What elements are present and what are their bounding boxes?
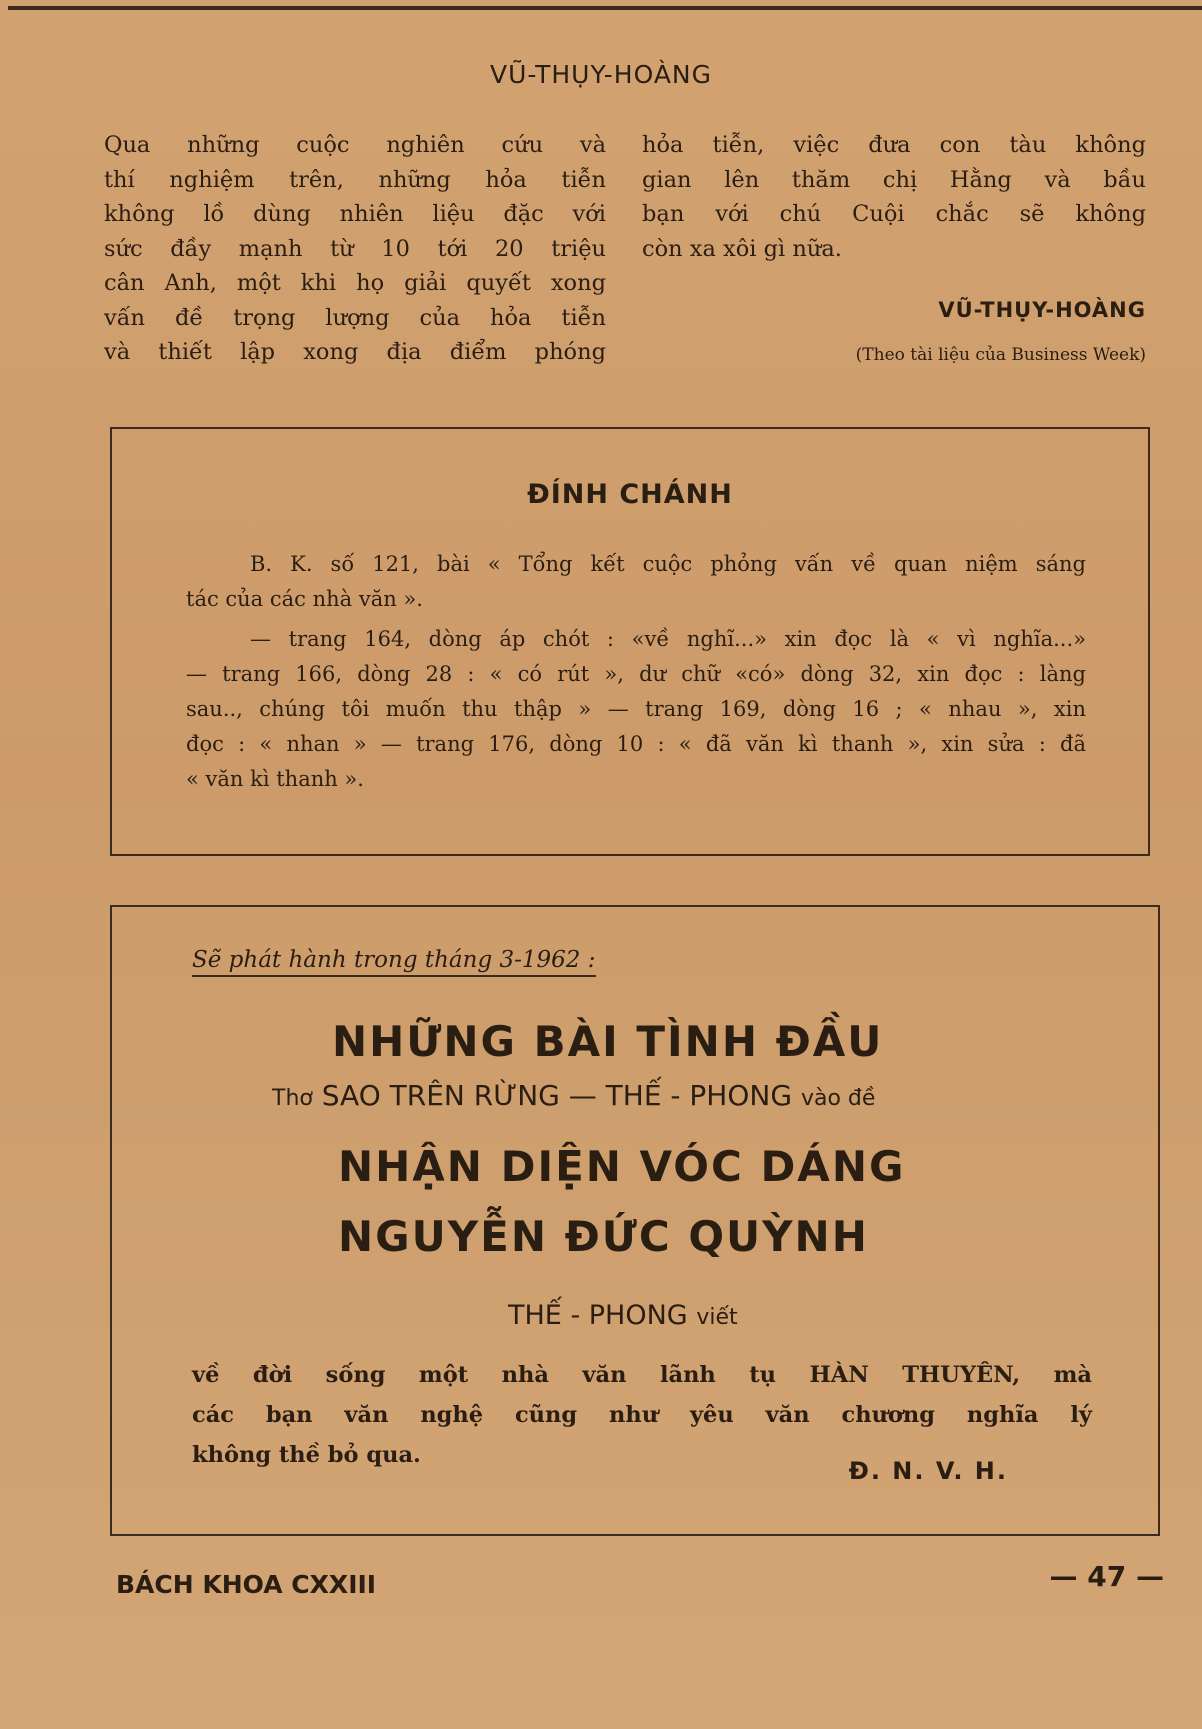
erratum-line: B. K. số 121, bài « Tổng kết cuộc phỏng vấn về quan niệm sáng — [250, 552, 1086, 576]
article-line: sức đầy mạnh từ 10 tới 20 triệu — [104, 235, 606, 262]
article-line: bạn với chú Cuội chắc sẽ không — [642, 201, 1146, 227]
book2-title-line2: NGUYỄN ĐỨC QUỲNH — [338, 1212, 869, 1261]
top-rule — [8, 6, 1202, 10]
article-line: và thiết lập xong địa điểm phóng — [104, 339, 606, 365]
book1-byline — [272, 1079, 875, 1112]
running-header: VŨ-THỤY-HOÀNG — [489, 60, 713, 89]
erratum-line: đọc : « nhan » — trang 176, dòng 10 : « đã văn kì thanh », xin sửa : đã — [186, 732, 1086, 756]
release-note: Sẽ phát hành trong tháng 3-1962 : — [192, 947, 596, 977]
article-line: gian lên thăm chị Hằng và bầu — [642, 166, 1146, 193]
article-line: cân Anh, một khi họ giải quyết xong — [104, 270, 606, 296]
book2-byline — [508, 1300, 738, 1331]
byline-suffix: vào đề — [800, 1086, 876, 1111]
byline-prefix: Thơ — [272, 1086, 313, 1111]
article-line: vấn đề trọng lượng của hỏa tiễn — [104, 304, 606, 331]
byline-author: SAO TRÊN RỪNG — THẾ - PHONG — [321, 1079, 793, 1112]
erratum-line: « văn kì thanh ». — [186, 767, 364, 791]
erratum-line: sau.., chúng tôi muốn thu thập » — trang 169, dòng 16 ; « nhau », xin — [186, 697, 1086, 721]
article-source: (Theo tài liệu của Business Week) — [855, 345, 1146, 365]
article-line: Qua những cuộc nghiên cứu và — [104, 132, 606, 158]
description-line: về đời sống một nhà văn lãnh tụ HÀN THUYÊN, mà — [192, 1362, 1092, 1388]
magazine-name: BÁCH KHOA CXXIII — [116, 1570, 377, 1599]
erratum-corrections — [186, 622, 1086, 797]
book-advert-box — [110, 905, 1160, 1536]
advert-signature: Đ. N. V. H. — [848, 1457, 1008, 1485]
book1-title: NHỮNG BÀI TÌNH ĐẦU — [332, 1017, 884, 1066]
byline-author: THẾ - PHONG — [508, 1300, 688, 1331]
erratum-line: — trang 166, dòng 28 : « có rút », dư chữ «có» dòng 32, xin đọc : làng — [186, 662, 1086, 686]
page-number: — 47 — — [1049, 1560, 1164, 1593]
description-line: không thề bỏ qua. — [192, 1442, 421, 1468]
article-signature: VŨ-THỤY-HOÀNG — [938, 298, 1146, 322]
article-line: không lồ dùng nhiên liệu đặc với — [104, 201, 606, 227]
description-line: các bạn văn nghệ cũng như yêu văn chương nghĩa lý — [192, 1402, 1092, 1428]
article-column-right — [642, 128, 1146, 266]
book2-title-line1: NHẬN DIỆN VÓC DÁNG — [338, 1142, 906, 1191]
article-column-left — [104, 128, 606, 370]
article-line: còn xa xôi gì nữa. — [642, 235, 842, 262]
erratum-line: tác của các nhà văn ». — [186, 587, 423, 611]
article-line: hỏa tiễn, việc đưa con tàu không — [642, 132, 1146, 158]
byline-suffix: viết — [696, 1305, 738, 1330]
erratum-line: — trang 164, dòng áp chót : «về nghĩ...» xin đọc là « vì nghĩa...» — [250, 627, 1086, 651]
erratum-title: ĐÍNH CHÁNH — [527, 479, 733, 510]
erratum-intro — [186, 547, 1086, 617]
article-line: thí nghiệm trên, những hỏa tiễn — [104, 166, 606, 193]
erratum-box — [110, 427, 1150, 856]
